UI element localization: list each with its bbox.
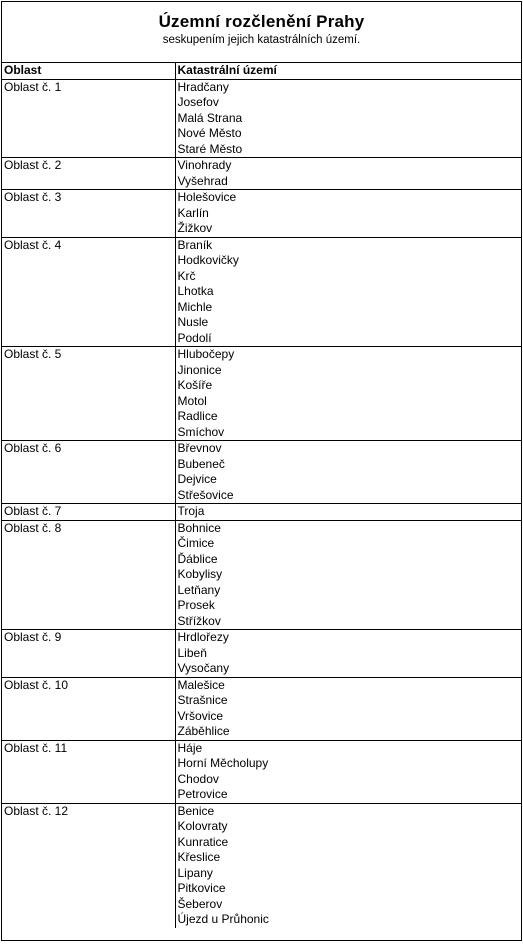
cadastral-area: Vyšehrad: [177, 173, 228, 188]
cadastral-area: Krč: [177, 268, 196, 283]
cadastral-area: Prosek: [177, 598, 215, 612]
cadastral-area: Nové Město: [177, 126, 242, 140]
cadastral-area: Ďáblice: [177, 551, 218, 566]
cadastral-areas-cell: [175, 190, 521, 238]
cadastral-area: Kunratice: [177, 834, 229, 849]
cadastral-area: Záběhlice: [177, 724, 230, 738]
document-header: [2, 2, 521, 63]
region-name-cell: Oblast č. 2: [2, 158, 175, 190]
cadastral-area: Kobylisy: [177, 567, 223, 581]
cadastral-area: Kolovraty: [177, 819, 228, 833]
document-subtitle: seskupením jejich katastrálních území.: [162, 34, 361, 46]
column-header-region: Oblast: [2, 63, 175, 79]
cadastral-area: Střešovice: [177, 487, 234, 502]
cadastral-area: Pitkovice: [177, 881, 226, 895]
cadastral-area: Břevnov: [177, 441, 222, 455]
cadastral-area: Libeň: [177, 645, 207, 660]
table-row: [2, 803, 521, 928]
cadastral-area: Vysočany: [177, 661, 230, 675]
cadastral-area: Košíře: [177, 378, 213, 392]
region-name-cell: Oblast č. 5: [2, 347, 175, 441]
cadastral-areas-cell: [175, 504, 521, 521]
table-row: [2, 520, 521, 630]
cadastral-area: Bubeneč: [177, 456, 225, 471]
cadastral-areas-cell: [175, 79, 521, 158]
table-row: [2, 79, 521, 158]
cadastral-area: Háje: [177, 740, 203, 755]
region-name-cell: Oblast č. 4: [2, 237, 175, 347]
cadastral-areas-cell: [175, 520, 521, 630]
cadastral-area: Troja: [177, 504, 205, 518]
cadastral-area: Hodkovičky: [177, 253, 239, 267]
cadastral-area: Hlubočepy: [177, 347, 235, 361]
region-name-cell: Oblast č. 3: [2, 190, 175, 238]
cadastral-area: Motol: [177, 393, 207, 408]
table-row: [2, 158, 521, 190]
column-header-areas: Katastrální území: [175, 63, 521, 79]
cadastral-area: Újezd u Průhonic: [177, 912, 269, 926]
table-row: [2, 190, 521, 238]
region-name-cell: Oblast č. 6: [2, 441, 175, 504]
cadastral-area: Radlice: [177, 409, 218, 423]
table-row: [2, 237, 521, 347]
cadastral-area: Vršovice: [177, 708, 224, 723]
cadastral-areas-cell: [175, 347, 521, 441]
table-row: [2, 347, 521, 441]
cadastral-area: Čimice: [177, 536, 215, 550]
cadastral-area: Dejvice: [177, 472, 217, 486]
document-title: Územní rozčlenění Prahy: [158, 12, 365, 31]
cadastral-area: Petrovice: [177, 787, 228, 801]
cadastral-areas-cell: [175, 803, 521, 928]
cadastral-area: Holešovice: [177, 190, 237, 204]
region-name-cell: Oblast č. 12: [2, 803, 175, 928]
cadastral-area: Jinonice: [177, 362, 222, 377]
cadastral-area: Nusle: [177, 315, 209, 329]
cadastral-area: Vinohrady: [177, 158, 232, 172]
cadastral-area: Žižkov: [177, 221, 213, 235]
cadastral-area: Chodov: [177, 771, 219, 786]
cadastral-area: Lhotka: [177, 284, 214, 298]
cadastral-area: Strašnice: [177, 693, 228, 707]
cadastral-areas-cell: [175, 677, 521, 740]
cadastral-area: Staré Město: [177, 141, 243, 156]
cadastral-area: Hradčany: [177, 79, 229, 94]
region-name-cell: Oblast č. 10: [2, 677, 175, 740]
cadastral-area: Malá Strana: [177, 110, 243, 125]
table-row: [2, 677, 521, 740]
cadastral-areas-cell: [175, 441, 521, 504]
regions-table: [2, 63, 521, 928]
cadastral-area: Bohnice: [177, 520, 221, 535]
cadastral-area: Smíchov: [177, 424, 225, 439]
cadastral-area: Letňany: [177, 582, 221, 597]
cadastral-areas-cell: [175, 158, 521, 190]
cadastral-area: Střížkov: [177, 613, 221, 628]
region-name-cell: Oblast č. 1: [2, 79, 175, 158]
region-name-cell: Oblast č. 9: [2, 630, 175, 678]
region-name-cell: Oblast č. 7: [2, 504, 175, 521]
cadastral-areas-cell: [175, 630, 521, 678]
cadastral-areas-cell: [175, 740, 521, 803]
cadastral-area: Braník: [177, 237, 213, 252]
cadastral-areas-cell: [175, 237, 521, 347]
table-header-row: [2, 63, 521, 79]
cadastral-area: Hrdlořezy: [177, 630, 229, 644]
table-row: [2, 740, 521, 803]
region-name-cell: Oblast č. 8: [2, 520, 175, 630]
table-row: [2, 630, 521, 678]
cadastral-area: Šeberov: [177, 896, 223, 911]
document-sheet: [1, 1, 522, 941]
cadastral-area: Michle: [177, 299, 213, 314]
cadastral-area: Podolí: [177, 330, 212, 345]
table-row: [2, 441, 521, 504]
table-row: [2, 504, 521, 521]
cadastral-area: Josefov: [177, 95, 219, 109]
regions-table-body: [2, 79, 521, 928]
cadastral-area: Horní Měcholupy: [177, 756, 269, 770]
cadastral-area: Křeslice: [177, 850, 221, 864]
cadastral-area: Karlín: [177, 205, 209, 220]
cadastral-area: Lipany: [177, 865, 213, 880]
cadastral-area: Malešice: [177, 677, 225, 692]
region-name-cell: Oblast č. 11: [2, 740, 175, 803]
cadastral-area: Benice: [177, 803, 215, 818]
